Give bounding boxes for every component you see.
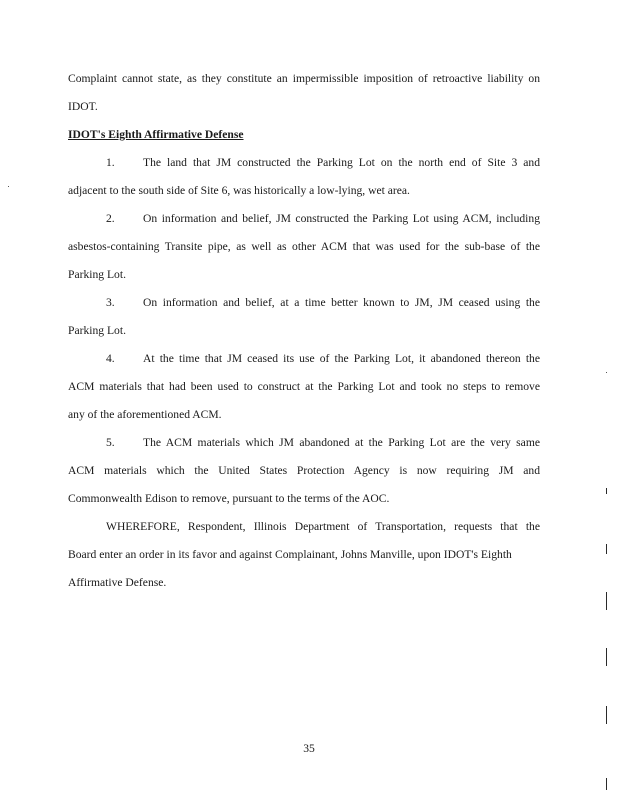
scan-artifact xyxy=(606,544,607,554)
paragraph-3-first-line: On information and belief, at a time better known to JM, JM ceased using the xyxy=(143,296,540,309)
paragraph-2-line-2: asbestos-containing Transite pipe, as well as other ACM that was used for the sub-base of the xyxy=(68,240,540,253)
paragraph-3-line-2: Parking Lot. xyxy=(68,324,126,337)
paragraph-2-number: 2. xyxy=(106,212,115,225)
wherefore-first-line: WHEREFORE, Respondent, Illinois Department of Transportation, requests that the xyxy=(106,520,540,533)
paragraph-5-line-2: ACM materials which the United States Protection Agency is now requiring JM and xyxy=(68,464,540,477)
paragraph-2-first-line: On information and belief, JM constructed the Parking Lot using ACM, including xyxy=(143,212,540,225)
intro-line-2: IDOT. xyxy=(68,100,98,113)
paragraph-5-first-line: The ACM materials which JM abandoned at the Parking Lot are the very same xyxy=(143,436,540,449)
paragraph-1-number: 1. xyxy=(106,156,115,169)
paragraph-5-line-3: Commonwealth Edison to remove, pursuant to the terms of the AOC. xyxy=(68,492,390,505)
scan-artifact xyxy=(606,592,607,610)
intro-line-1: Complaint cannot state, as they constitute an impermissible imposition of retroactive liability on xyxy=(68,72,540,85)
paragraph-5-number: 5. xyxy=(106,436,115,449)
paragraph-4-number: 4. xyxy=(106,352,115,365)
scan-artifact xyxy=(606,372,607,373)
section-heading: IDOT's Eighth Affirmative Defense xyxy=(68,128,244,141)
page-number: 35 xyxy=(303,742,315,755)
scan-artifact xyxy=(606,778,607,790)
paragraph-1-line-2: adjacent to the south side of Site 6, was historically a low-lying, wet area. xyxy=(68,184,410,197)
scan-artifact xyxy=(606,488,607,494)
paragraph-2-line-3: Parking Lot. xyxy=(68,268,126,281)
wherefore-line-2: Board enter an order in its favor and against Complainant, Johns Manville, upon IDOT's Eighth xyxy=(68,548,512,561)
paragraph-3-number: 3. xyxy=(106,296,115,309)
paragraph-4-first-line: At the time that JM ceased its use of the Parking Lot, it abandoned thereon the xyxy=(143,352,540,365)
scan-artifact xyxy=(606,648,607,666)
paragraph-4-line-2: ACM materials that had been used to construct at the Parking Lot and took no steps to remove xyxy=(68,380,540,393)
paragraph-1-first-line: The land that JM constructed the Parking Lot on the north end of Site 3 and xyxy=(143,156,540,169)
scan-artifact xyxy=(606,706,607,724)
paragraph-4-line-3: any of the aforementioned ACM. xyxy=(68,408,222,421)
scan-artifact xyxy=(8,186,9,187)
wherefore-line-3: Affirmative Defense. xyxy=(68,576,167,589)
